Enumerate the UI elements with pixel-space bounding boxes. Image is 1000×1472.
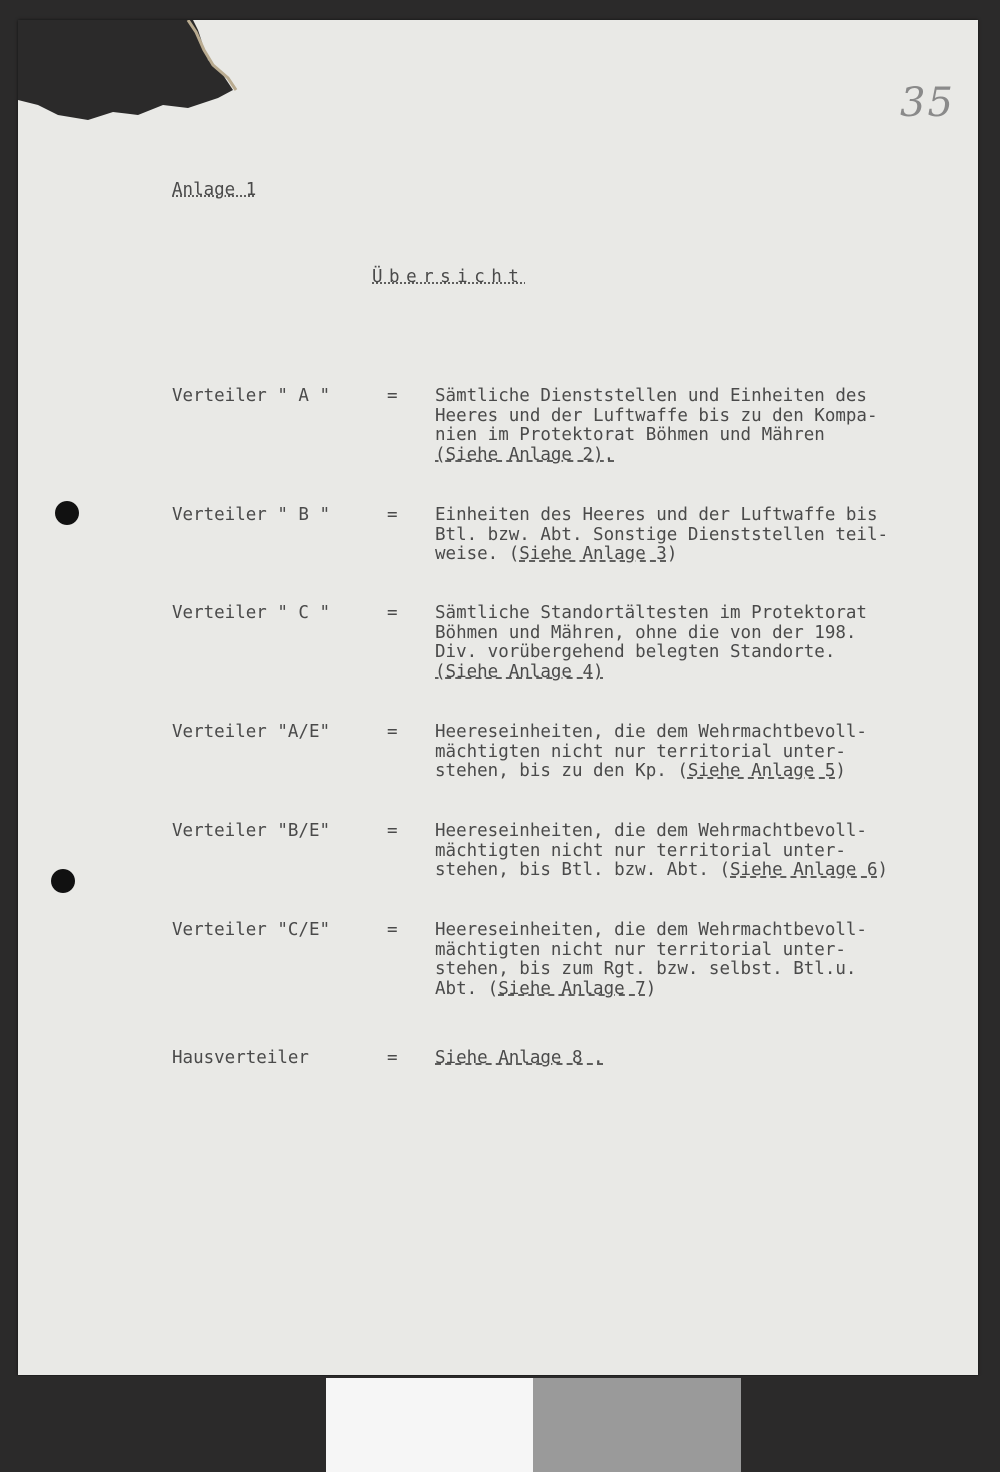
desc-line: stehen, bis zum Rgt. bzw. selbst. Btl.u. bbox=[435, 959, 857, 980]
desc-line: nien im Protektorat Böhmen und Mähren bbox=[435, 425, 825, 446]
verteiler-label-b: Verteiler " B " bbox=[172, 505, 331, 525]
equals-sign: = bbox=[387, 821, 398, 841]
color-calibration-white bbox=[326, 1378, 533, 1472]
ref-suffix: ) bbox=[666, 544, 678, 565]
anlage-reference: Siehe Anlage 8 . bbox=[435, 1048, 604, 1068]
punch-hole bbox=[51, 869, 75, 893]
anlage-title: Anlage 1 bbox=[172, 180, 257, 200]
desc-line: stehen, bis zu den Kp. ( bbox=[435, 761, 688, 782]
hausverteiler-label: Hausverteiler bbox=[172, 1048, 309, 1068]
desc-line: weise. ( bbox=[435, 544, 520, 565]
equals-sign: = bbox=[387, 722, 398, 742]
anlage-reference: Siehe Anlage 5 bbox=[687, 761, 836, 782]
desc-line: Abt. ( bbox=[435, 978, 499, 999]
desc-line: Heereseinheiten, die dem Wehrmachtbevoll- bbox=[435, 920, 867, 940]
desc-line: Heereseinheiten, die dem Wehrmachtbevoll- bbox=[435, 722, 867, 742]
handwritten-page-number: 35 bbox=[900, 80, 955, 126]
anlage-reference: (Siehe Anlage 4) bbox=[435, 661, 604, 682]
verteiler-label-a: Verteiler " A " bbox=[172, 386, 331, 406]
page-heading: Übersicht bbox=[372, 267, 526, 287]
desc-line: mächtigten nicht nur territorial unter- bbox=[435, 741, 846, 762]
verteiler-description-ce bbox=[435, 921, 867, 999]
verteiler-description-a bbox=[435, 387, 878, 465]
torn-corner bbox=[18, 20, 248, 135]
anlage-reference: (Siehe Anlage 2). bbox=[435, 444, 615, 465]
desc-line: Sämtliche Standortältesten im Protektorat bbox=[435, 603, 867, 623]
desc-line: Böhmen und Mähren, ohne die von der 198. bbox=[435, 622, 857, 643]
desc-line: mächtigten nicht nur territorial unter- bbox=[435, 840, 846, 861]
equals-sign: = bbox=[387, 386, 398, 406]
ref-suffix: ) bbox=[835, 761, 846, 782]
desc-line: stehen, bis Btl. bzw. Abt. ( bbox=[435, 860, 731, 881]
equals-sign: = bbox=[387, 603, 398, 623]
verteiler-label-c: Verteiler " C " bbox=[172, 603, 331, 623]
verteiler-description-b bbox=[435, 506, 888, 565]
punch-hole bbox=[55, 501, 79, 525]
equals-sign: = bbox=[387, 505, 398, 525]
desc-line: Sämtliche Dienststellen und Einheiten des bbox=[435, 386, 867, 406]
ref-suffix: ) bbox=[877, 860, 889, 881]
verteiler-description-ae bbox=[435, 723, 867, 782]
ref-suffix: ) bbox=[645, 978, 657, 999]
desc-line: Btl. bzw. Abt. Sonstige Dienststellen teil- bbox=[435, 524, 889, 545]
equals-sign: = bbox=[387, 1048, 398, 1068]
hausverteiler-description bbox=[435, 1049, 604, 1069]
verteiler-description-be bbox=[435, 822, 888, 881]
verteiler-label-be: Verteiler "B/E" bbox=[172, 821, 331, 841]
verteiler-label-ce: Verteiler "C/E" bbox=[172, 920, 331, 940]
color-calibration-gray bbox=[533, 1378, 741, 1472]
desc-line: Heereseinheiten, die dem Wehrmachtbevoll- bbox=[435, 821, 867, 841]
anlage-reference: Siehe Anlage 6 bbox=[730, 860, 878, 881]
verteiler-description-c bbox=[435, 604, 867, 682]
anlage-reference: Siehe Anlage 3 bbox=[519, 544, 667, 565]
desc-line: Div. vorübergehend belegten Standorte. bbox=[435, 642, 836, 663]
verteiler-label-ae: Verteiler "A/E" bbox=[172, 722, 331, 742]
document-page bbox=[18, 20, 978, 1375]
desc-line: Heeres und der Luftwaffe bis zu den Kompa- bbox=[435, 405, 878, 426]
desc-line: Einheiten des Heeres und der Luftwaffe bis bbox=[435, 505, 878, 525]
anlage-reference: Siehe Anlage 7 bbox=[498, 978, 646, 999]
desc-line: mächtigten nicht nur territorial unter- bbox=[435, 939, 846, 960]
equals-sign: = bbox=[387, 920, 398, 940]
